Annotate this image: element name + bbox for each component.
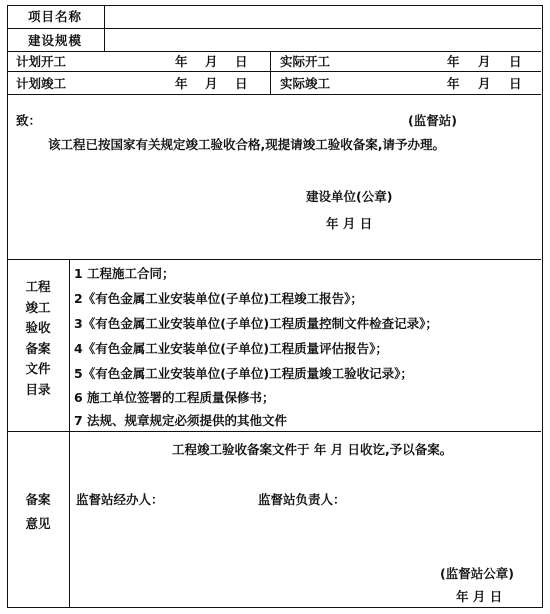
handler-label: 监督站经办人： (76, 492, 164, 507)
actual-start-month: 月 (478, 54, 491, 69)
actual-start-label: 实际开工 (280, 54, 331, 69)
catalog-heading: 工程 竣工 验收 备案 文件 目录 (25, 279, 51, 397)
actual-completion-label: 实际竣工 (280, 76, 331, 91)
actual-start-year: 年 (447, 54, 460, 69)
planned-completion-label: 计划竣工 (16, 76, 67, 91)
construction-unit-seal: 建设单位(公章) (306, 189, 393, 204)
acceptance-record-form (7, 5, 543, 608)
list-item: 5《有色金属工业安装单位(子单位)工程质量竣工验收记录》； (74, 366, 413, 381)
project-scale-label: 建设规模 (28, 33, 83, 48)
opinion-heading: 备案 意见 (25, 492, 51, 531)
planned-start-year: 年 (175, 54, 188, 69)
planned-completion-year: 年 (175, 76, 188, 91)
list-item: 1 工程施工合同； (74, 266, 175, 281)
planned-start-day: 日 (235, 54, 248, 69)
application-date: 年 月 日 (326, 216, 373, 231)
actual-start-day: 日 (509, 54, 522, 69)
row-divider (8, 94, 541, 95)
planned-completion-day: 日 (235, 76, 248, 91)
column-divider (104, 6, 105, 51)
supervision-station-seal: (监督站公章) (440, 566, 514, 581)
list-item: 7 法规、规章规定必须提供的其他文件 (74, 413, 288, 428)
row-divider (8, 51, 541, 52)
addressee-label: 致： (16, 113, 42, 128)
opinion-sentence: 工程竣工验收备案文件于 年 月 日收讫,予以备案。 (172, 442, 453, 457)
planned-completion-month: 月 (205, 76, 218, 91)
application-body: 该工程已按国家有关规定竣工验收合格,现提请竣工验收备案,请予办理。 (48, 137, 445, 152)
planned-start-month: 月 (205, 54, 218, 69)
responsible-label: 监督站负责人： (258, 492, 346, 507)
actual-completion-year: 年 (447, 76, 460, 91)
actual-completion-day: 日 (509, 76, 522, 91)
row-divider (8, 71, 541, 72)
row-divider (8, 259, 541, 260)
supervision-station-label: (监督站) (408, 113, 457, 128)
opinion-date: 年 月 日 (456, 589, 503, 604)
planned-start-label: 计划开工 (16, 54, 67, 69)
list-item: 6 施工单位签署的工程质量保修书； (74, 390, 275, 405)
column-divider (270, 51, 271, 94)
column-divider (69, 259, 70, 607)
list-item: 2《有色金属工业安装单位(子单位)工程竣工报告》； (74, 291, 363, 306)
list-item: 4《有色金属工业安装单位(子单位)工程质量评估报告》； (74, 341, 388, 356)
row-divider (8, 28, 541, 29)
actual-completion-month: 月 (478, 76, 491, 91)
row-divider (8, 431, 541, 432)
list-item: 3《有色金属工业安装单位(子单位)工程质量控制文件检查记录》； (74, 316, 438, 331)
project-name-label: 项目名称 (28, 9, 83, 24)
